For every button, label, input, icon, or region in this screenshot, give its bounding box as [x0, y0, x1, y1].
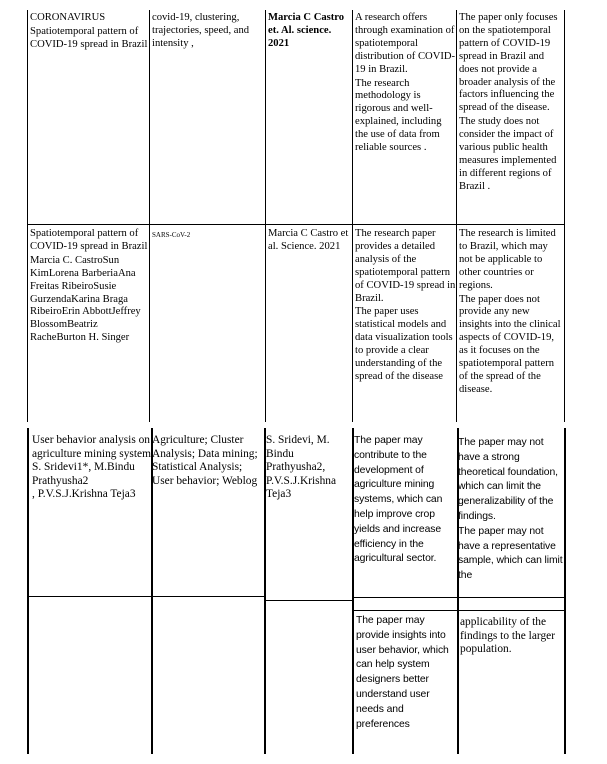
row2-keywords-cell	[150, 231, 268, 240]
row2-title-cell	[28, 228, 152, 345]
row2-merit-2: The paper uses statistical models and data visualization tools to provide a clear understanding of the spread of the disease	[355, 306, 453, 382]
row3-keywords: Agriculture; Cluster Analysis; Data mining; Statistical Analysis; User behavior; Weblog	[152, 434, 258, 487]
row3-demerit-1: The paper may not have a strong theoretical foundation, which can limit the generalizability of the findings.	[458, 437, 558, 522]
row4-demerits-cell	[458, 616, 562, 657]
grid-line-v3-lower	[264, 428, 266, 754]
row2-keywords: SARS-CoV-2	[152, 231, 191, 239]
row3-title-author-tail: , P.V.S.J.Krishna Teja3	[32, 488, 136, 501]
row2-demerit-2: The paper does not provide any new insights into the clinical aspects of COVID-19, as it focuses on the spatiotemporal pattern of the spread of the disease.	[459, 293, 561, 395]
row3-title-cell	[30, 434, 154, 502]
row1-title-heading: CORONAVIRUS	[30, 12, 106, 23]
row3-merit-1: The paper may contribute to the development of agriculture mining systems, which can help improve crop yields and increase efficiency in the agricultural sector.	[354, 435, 443, 565]
row1-merit-1: A research offers through examination of spatiotemporal distribution of COVID-19 in Brazil.	[355, 12, 456, 75]
row3-authors: S. Sridevi, M. Bindu Prathyusha2, P.V.S.J.Krishna Teja3	[266, 434, 337, 501]
row1-demerits-cell	[457, 12, 565, 194]
row2-title-text: Spatiotemporal pattern of COVID-19 spread in Brazil	[30, 228, 148, 252]
grid-line-h-row3-bottom-right	[353, 597, 565, 598]
row1-title-cell	[28, 12, 152, 52]
grid-line-v2-upper	[149, 10, 150, 422]
grid-line-v2-lower	[151, 428, 153, 754]
row1-demerit-2: The study does not consider the impact of various public health measures implemented in different regions of Brazil .	[459, 116, 557, 192]
row1-merits-cell	[353, 12, 459, 155]
row2-merit-1: The research paper provides a detailed analysis of the spatiotemporal pattern of COVID-19 spread in Brazil.	[355, 228, 456, 304]
grid-line-v3-upper	[265, 10, 266, 422]
row3-keywords-cell	[150, 434, 268, 488]
row3-merits-cell	[352, 434, 460, 567]
row1-authors-cell	[266, 12, 354, 51]
row1-keywords-cell	[150, 12, 268, 51]
grid-line-h-row3-bottom-mid	[265, 600, 354, 601]
grid-line-v5-upper	[456, 10, 457, 422]
grid-line-v6-upper	[564, 10, 565, 422]
row1-title-text: Spatiotemporal pattern of COVID-19 spread in Brazil	[30, 25, 148, 50]
row2-demerit-1: The research is limited to Brazil, which may not be applicable to other countries or regions.	[459, 228, 556, 291]
row1-authors: Marcia C Castro et. Al. science. 2021	[268, 12, 345, 49]
row1-demerit-1: The paper only focuses on the spatiotemporal pattern of COVID-19 spread in Brazil and does not provide a broader analysis of the factors influencing the spread of the disease.	[459, 12, 558, 114]
grid-line-h-row-divider	[27, 224, 565, 225]
row2-author-list: Marcia C. CastroSun KimLorena BarberiaAna Freitas RibeiroSusie GurzendaKarina Braga RibeiroErin AbbottJeffrey BlossomBeatriz RacheBurton H. Singer	[30, 254, 141, 344]
row1-keywords: covid-19, clustering, trajectories, speed, and intensity ,	[152, 12, 250, 49]
grid-line-v4-lower	[352, 428, 354, 754]
grid-line-h-row3-bottom-left	[27, 596, 266, 597]
row4-merit-1: The paper may provide insights into user behavior, which can help system designers better understand user needs and preferences	[356, 615, 449, 730]
row2-authors-cell	[266, 228, 354, 254]
row3-demerits-cell	[456, 436, 566, 598]
row4-merits-cell	[354, 614, 460, 732]
grid-line-h-row4-top-right	[353, 610, 565, 611]
grid-line-v1-upper	[27, 10, 28, 422]
row3-title-text: User behavior analysis on agriculture mining system S. Sridevi1*, M.Bindu Prathyusha2	[32, 434, 151, 487]
row2-authors: Marcia C Castro et al. Science. 2021	[268, 228, 349, 252]
grid-line-v4-upper	[352, 10, 353, 422]
row4-demerit-1: applicability of the findings to the larger population.	[460, 616, 556, 656]
grid-line-v6-lower	[564, 428, 566, 754]
grid-line-v5-lower	[457, 428, 459, 754]
grid-line-v1-lower	[27, 428, 29, 754]
row2-demerits-cell	[457, 228, 565, 397]
row2-merits-cell	[353, 228, 459, 384]
row3-demerit-2: The paper may not have a representative sample, which can limit the	[458, 525, 563, 582]
row1-merit-2: The research methodology is rigorous and well-explained, including the use of data from reliable sources .	[355, 77, 442, 154]
row3-authors-cell	[264, 434, 356, 502]
